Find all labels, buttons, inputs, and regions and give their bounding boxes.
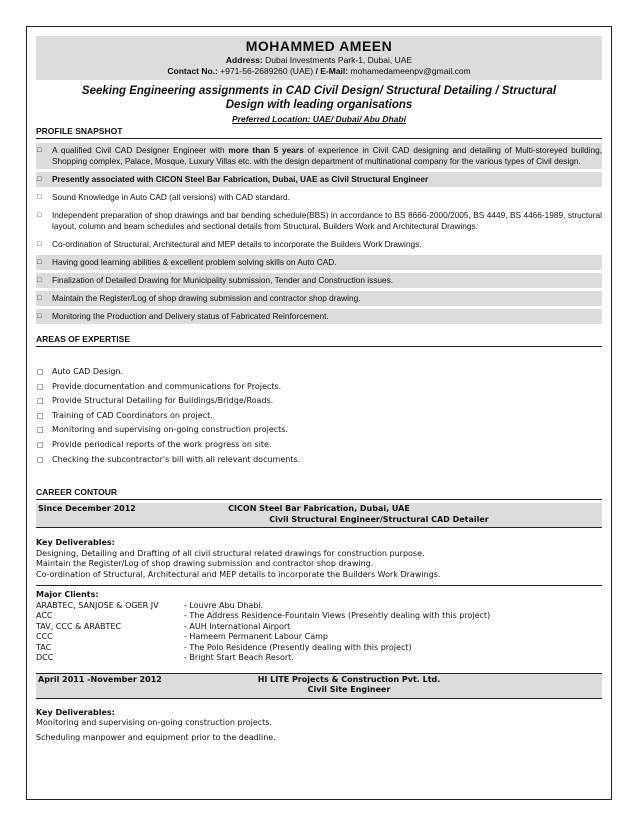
job-1-company: CICON Steel Bar Fabrication, Dubai, UAE [228, 504, 410, 514]
preferred-location: Preferred Location: UAE/ Dubai/ Abu Dhabi [232, 114, 406, 124]
profile-item-text: Sound Knowledge in Auto CAD (all versions) with CAD standard. [52, 192, 290, 202]
expertise-item-text: Training of CAD Coordinators on project. [52, 410, 213, 420]
expertise-item-text: Provide Structural Detailing for Buildings/Bridge/Roads. [52, 396, 274, 406]
job-1-clients [36, 590, 602, 664]
expertise-item-text: Monitoring and supervising on-going construction projects. [52, 425, 288, 435]
expertise-item [36, 380, 602, 395]
expertise-item [36, 365, 602, 380]
job-2-header [36, 673, 602, 699]
bullet-marker: □ [37, 426, 44, 435]
job-1-role: Civil Structural Engineer/Structural CAD Detailer [269, 514, 489, 524]
client-name: DCC [36, 653, 54, 663]
address-value: Dubai Investments Park-1, Dubai, UAE [265, 55, 413, 65]
profile-item-highlight: more than 5 years [228, 145, 304, 155]
client-row [36, 632, 602, 643]
deliverables-label: Key Deliverables: [36, 538, 115, 548]
job-2-company: HI LITE Projects & Construction Pvt. Ltd. [257, 674, 441, 684]
profile-item-text: A qualified Civil CAD Designer Engineer with [52, 145, 225, 155]
profile-item-9 [36, 309, 602, 324]
client-row [36, 643, 602, 654]
deliverable-line: Scheduling manpower and equipment prior to the deadline. [36, 732, 276, 742]
address-line [36, 55, 602, 66]
client-row [36, 611, 602, 622]
deliverable-line: Maintain the Register/Log of shop drawing submission and contractor shop drawing. [36, 559, 374, 569]
profile-item-text: Maintain the Register/Log of shop drawing submission and contractor shop drawing. [52, 293, 361, 303]
client-project: - Hameem Permanent Labour Camp [184, 632, 328, 642]
profile-item-6 [36, 255, 602, 270]
deliverable-line: Monitoring and supervising on-going construction projects. [36, 718, 272, 728]
resume-page [36, 36, 602, 743]
client-name: TAV, CCC & ARABTEC [36, 621, 122, 631]
bullet-marker: □ [37, 295, 42, 302]
expertise-item [36, 394, 602, 409]
profile-section-title: PROFILE SNAPSHOT [36, 126, 602, 139]
bullet-marker: □ [37, 440, 44, 449]
profile-item-1 [36, 143, 602, 169]
bullet-marker: □ [37, 176, 42, 183]
job-2-period: April 2011 -November 2012 [38, 674, 162, 684]
job-1-header [36, 503, 602, 528]
bullet-marker: □ [37, 313, 42, 320]
bullet-marker: □ [37, 382, 44, 391]
client-project: - The Polo Residence (Presently dealing with this project) [184, 642, 412, 652]
clients-label: Major Clients: [36, 590, 99, 600]
job-1-deliverables [36, 538, 602, 580]
bullet-marker: □ [37, 259, 42, 266]
bullet-marker: □ [37, 397, 44, 406]
objective-line-2: Design with leading organisations [225, 99, 413, 111]
deliverable-line: Designing, Detailing and Drafting of all civil structural related drawings for construction purpose. [36, 548, 425, 558]
profile-item-7 [36, 273, 602, 288]
client-project: - The Address Residence-Fountain Views (Presently dealing with this project) [184, 611, 491, 621]
client-project: - Louvre Abu Dhabi. [184, 600, 264, 610]
profile-item-4 [36, 208, 602, 234]
profile-item-3 [36, 190, 602, 205]
deliverables-label: Key Deliverables: [36, 707, 115, 717]
address-label: Address: [225, 55, 263, 65]
bullet-marker: □ [37, 194, 42, 201]
bullet-marker: □ [37, 241, 42, 248]
expertise-item [36, 438, 602, 453]
client-row [36, 622, 602, 633]
candidate-name: MOHAMMED AMEEN [245, 38, 393, 54]
expertise-section-title: AREAS OF EXPERTISE [36, 334, 602, 347]
expertise-item-text: Provide periodical reports of the work progress on site. [52, 439, 272, 449]
profile-item-5 [36, 237, 602, 252]
bullet-marker: □ [37, 455, 44, 464]
expertise-item-text: Checking the subcontractor's bill with all relevant documents. [52, 454, 301, 464]
contact-value: +971-56-2689260 (UAE) [220, 66, 314, 76]
expertise-item-text: Provide documentation and communications for Projects. [52, 381, 282, 391]
profile-item-text: Co-ordination of Structural, Architectural and MEP details to incorporate the Builders Work Drawings. [52, 239, 422, 249]
profile-item-text: Monitoring the Production and Delivery status of Fabricated Reinforcement. [52, 311, 329, 321]
profile-item-8 [36, 291, 602, 306]
header-band [36, 36, 602, 80]
profile-item-text-cont: of experience in Civil CAD designing and detailing of Multi-storeyed building, Shopping complex, Palace, Mosque, Luxury Villas etc. with the design department of multinational company for the various types of Civil design. [52, 145, 603, 166]
divider [36, 585, 602, 586]
career-section-title: CAREER CONTOUR [36, 487, 602, 500]
contact-separator: / [315, 66, 318, 76]
bullet-marker: □ [37, 368, 44, 376]
bullet-marker: □ [37, 147, 42, 154]
expertise-item [36, 453, 602, 468]
client-row [36, 653, 602, 664]
profile-list [36, 143, 602, 324]
profile-item-text: Having good learning abilities & excellent problem solving skills on Auto CAD. [52, 257, 337, 267]
objective-heading [36, 84, 602, 112]
contact-label: Contact No.: [167, 66, 218, 76]
client-name: ARABTEC, SANJOSE & OGER JV [36, 600, 159, 610]
profile-item-text: Presently associated with CICON Steel Bar Fabrication, Dubai, UAE as Civil Structural Engineer [52, 174, 429, 184]
job-2-role: Civil Site Engineer [307, 685, 391, 695]
email-value: mohamedameenpv@gmail.com [350, 66, 471, 76]
profile-item-text: Finalization of Detailed Drawing for Municipality submission, Tender and Construction issues. [52, 275, 394, 285]
contact-line [36, 66, 602, 77]
client-row [36, 601, 602, 612]
deliverable-line: Co-ordination of Structural, Architectural and MEP details to incorporate the Builders Work Drawings. [36, 569, 441, 579]
job-2-deliverables [36, 708, 602, 744]
client-name: CCC [36, 632, 53, 642]
profile-item-2 [36, 172, 602, 187]
bullet-marker: □ [37, 411, 44, 420]
client-name: TAC [36, 642, 52, 652]
objective-line-1: Seeking Engineering assignments in CAD Civil Design/ Structural Detailing / Structural [81, 85, 557, 97]
job-1-period: Since December 2012 [38, 504, 136, 514]
profile-item-text: Independent preparation of shop drawings and bar bending schedule(BBS) in accordance to BS 8666-2000/2005, BS 4449, BS 4466-1989, structural layout, column and beam schedules and sectional details from Structural, Builders Work and Architectural Drawings. [52, 210, 602, 231]
expertise-item-text: Auto CAD Design. [52, 367, 124, 376]
email-label: E-Mail: [320, 66, 349, 76]
expertise-item [36, 423, 602, 438]
client-name: ACC [36, 611, 53, 621]
bullet-marker: □ [37, 277, 42, 284]
client-project: - Bright Start Beach Resort. [184, 653, 294, 663]
bullet-marker: □ [37, 212, 42, 219]
expertise-list [36, 365, 602, 467]
expertise-item [36, 409, 602, 424]
client-project: - AUH International Airport [184, 621, 291, 631]
